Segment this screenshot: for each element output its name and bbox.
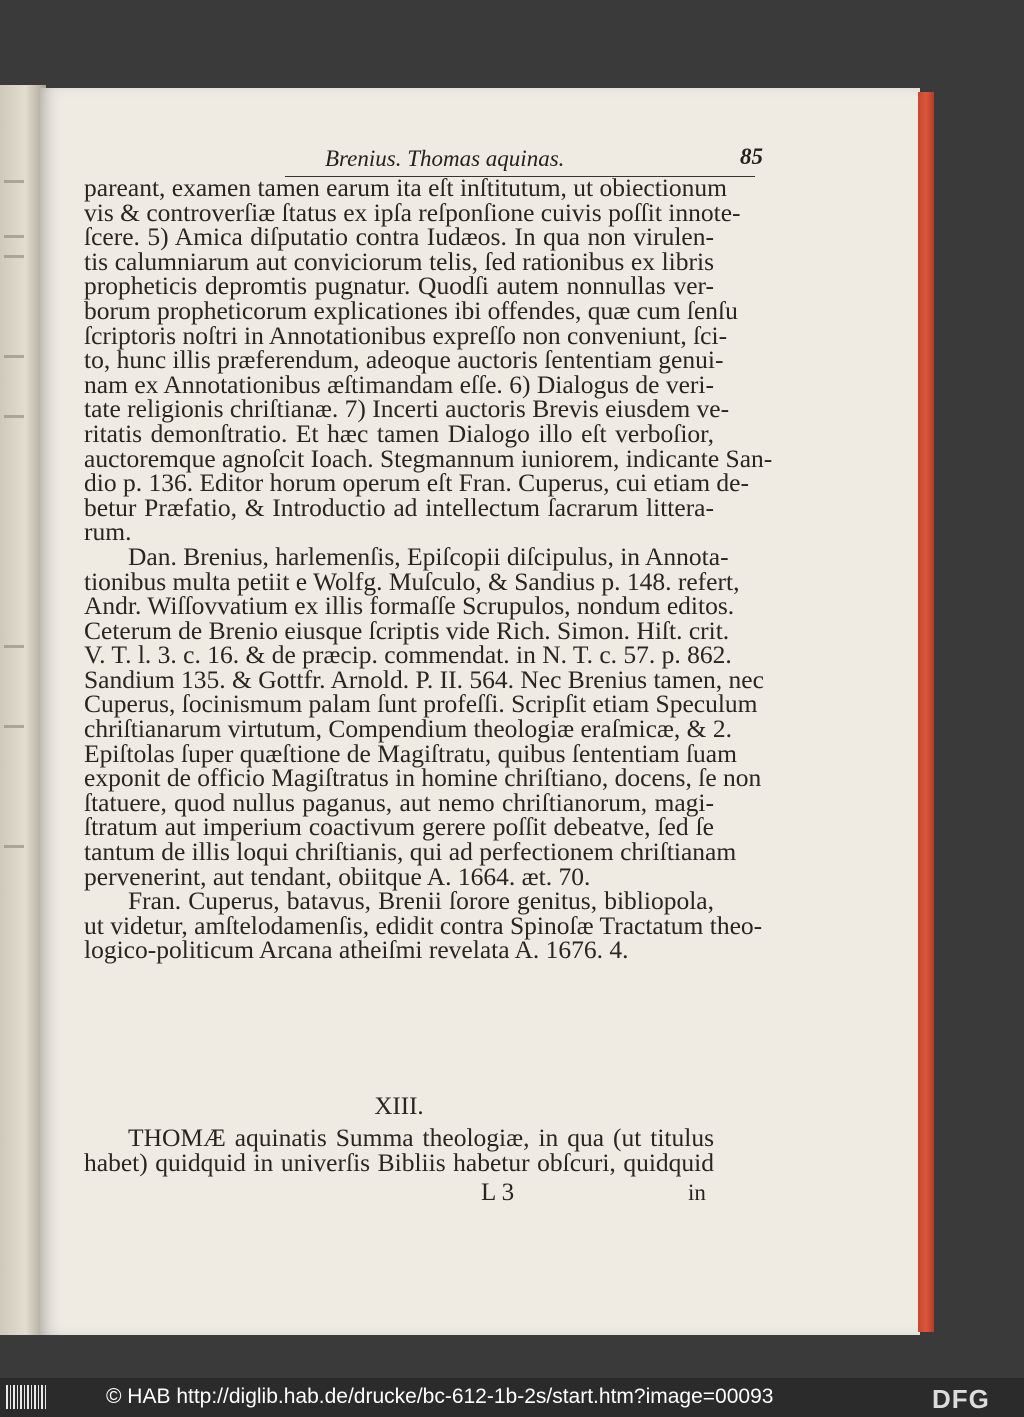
text-line: betur Præfatio, & Introductio ad intellectum ſacrarum littera-: [84, 492, 714, 522]
text-line: Fran. Cuperus, batavus, Brenii ſorore genitus, bibliopola,: [128, 886, 714, 916]
text-line: Ceterum de Brenio eiusque ſcriptis vide Rich. Simon. Hiſt. crit.: [84, 615, 730, 645]
text-line: ritatis demonſtratio. Et hæc tamen Dialogo illo eſt verboſior,: [84, 418, 714, 448]
text-line: logico-politicum Arcana atheiſmi revelata A. 1676. 4.: [84, 935, 629, 965]
text-line: ut videtur, amſtelodamenſis, edidit contra Spinoſæ Tractatum theo-: [84, 910, 763, 940]
text-line: Cuperus, ſocinismum palam ſunt profeſſi. Scripſit etiam Speculum: [84, 689, 758, 719]
barcode-icon: [6, 1385, 46, 1409]
text-line: ſtratum aut imperium coactivum gerere poſſit debeatve, ſed ſe: [84, 812, 714, 842]
running-title: Brenius. Thomas aquinas.: [325, 146, 565, 171]
paragraph-1: [84, 173, 773, 547]
paragraph-2: [84, 541, 764, 891]
text-line: tis calumniarum aut conviciorum telis, ſed rationibus ex libris: [84, 246, 714, 276]
text-line: tionibus multa petiit e Wolfg. Muſculo, & Sandius p. 148. refert,: [84, 566, 740, 596]
book-page: [40, 88, 920, 1335]
text-line: V. T. l. 3. c. 16. & de præcip. commendat. in N. T. c. 57. p. 862.: [84, 640, 732, 670]
text-line: to, hunc illis præferendum, adeoque auctoris ſententiam genui-: [84, 345, 724, 375]
catchword: in: [688, 1180, 706, 1205]
text-line: pervenerint, aut tendant, obiitque A. 1664. æt. 70.: [84, 861, 591, 891]
dfg-logo: DFG: [932, 1384, 990, 1414]
text-line: tate religionis chriſtianæ. 7) Incerti auctoris Brevis eiusdem ve-: [84, 394, 730, 424]
source-credit[interactable]: © HAB http://diglib.hab.de/drucke/bc-612-1b-2s/start.htm?image=00093: [106, 1385, 774, 1408]
text-line: propheticis depromtis pugnatur. Quodſi autem nonnullas ver-: [84, 271, 714, 301]
signature-mark: L 3: [481, 1179, 515, 1206]
paragraph-3: [84, 886, 763, 965]
text-line: ſcriptoris noſtri in Annotationibus expreſſo non conveniunt, ſci-: [84, 320, 728, 350]
text-line: Epiſtolas ſuper quæſtione de Magiſtratu, quibus ſententiam ſuam: [84, 738, 737, 768]
text-line: borum propheticorum explicationes ibi offendes, quæ cum ſenſu: [84, 295, 738, 325]
text-line: Dan. Brenius, harlemenſis, Epiſcopii diſcipulus, in Annota-: [128, 541, 729, 571]
text-line: ſcere. 5) Amica diſputatio contra Iudæos. In qua non virulen-: [84, 222, 714, 252]
text-line: rum.: [84, 517, 132, 547]
section-heading: XIII.: [374, 1093, 424, 1120]
text-line: exponit de officio Magiſtratus in homine chriſtiano, docens, ſe non: [84, 763, 762, 793]
text-line: auctoremque agnoſcit Ioach. Stegmannum iuniorem, indicante San-: [84, 443, 773, 473]
text-line: Sandium 135. & Gottfr. Arnold. P. II. 564. Nec Brenius tamen, nec: [84, 664, 764, 694]
text-line: Andr. Wiſſovvatium ex illis formaſſe Scrupulos, nondum editos.: [84, 591, 735, 621]
footer-bar: [0, 1378, 1024, 1417]
text-line: habet) quidquid in univerſis Bibliis habetur obſcuri, quidquid: [84, 1147, 714, 1177]
page-number: 85: [740, 144, 763, 169]
text-line: dio p. 136. Editor horum operum eſt Fran. Cuperus, cui etiam de-: [84, 468, 749, 498]
body-text: [84, 173, 773, 1206]
text-line: THOMÆ aquinatis Summa theologiæ, in qua (ut titulus: [128, 1123, 714, 1152]
text-line: vis & controverſiæ ſtatus ex ipſa reſponſione cuivis poſſit innote-: [84, 197, 741, 227]
text-line: nam ex Annotationibus æſtimandam eſſe. 6) Dialogus de veri-: [84, 369, 714, 399]
text-line: chriſtianarum virtutum, Compendium theologiæ eraſmicæ, & 2.: [84, 714, 733, 744]
text-line: ſtatuere, quod nullus paganus, aut nemo chriſtianorum, magi-: [84, 787, 714, 817]
paragraph-4: [84, 1123, 714, 1177]
red-page-edge: [918, 92, 934, 1332]
text-line: tantum de illis loqui chriſtianis, qui ad perfectionem chriſtianam: [84, 837, 737, 867]
text-line: pareant, examen tamen earum ita eſt inſtitutum, ut obiectionum: [84, 173, 727, 202]
